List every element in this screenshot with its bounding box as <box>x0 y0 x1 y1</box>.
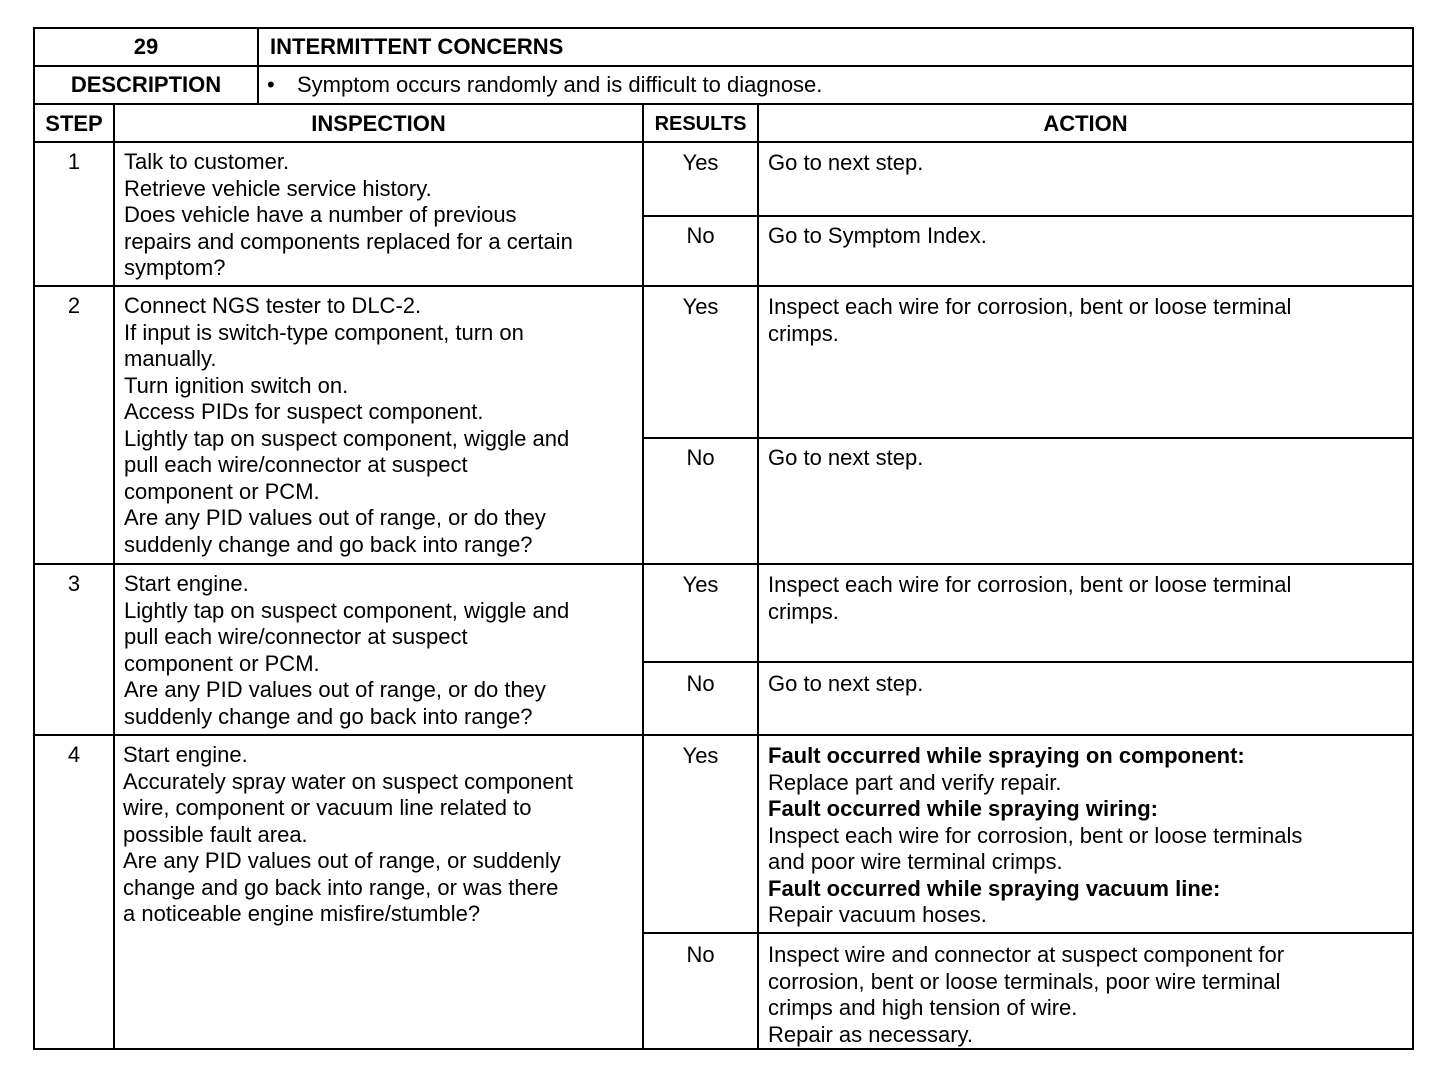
description-label: DESCRIPTION <box>70 72 222 97</box>
column-results: RESULTS <box>654 113 747 135</box>
column-inspection: INSPECTION <box>311 111 446 136</box>
step-1-no-action: Go to Symptom Index. <box>768 223 987 248</box>
step-1-yes-action: Go to next step. <box>768 150 924 175</box>
diagnostic-table <box>33 27 1414 1050</box>
step-number: 4 <box>67 742 81 767</box>
column-step: STEP <box>45 111 103 136</box>
column-action: ACTION <box>1043 111 1128 136</box>
step-4-no-action: Inspect wire and connector at suspect component for corrosion, bent or loose terminals, poor wire terminal crimps and high tension of wire. Repair as necessary. <box>768 942 1285 1047</box>
description-bullet: • <box>267 72 275 97</box>
step-number: 1 <box>67 149 81 174</box>
result-yes: Yes <box>682 294 719 319</box>
step-3-yes-action: Inspect each wire for corrosion, bent or loose terminal crimps. <box>768 572 1292 624</box>
result-no: No <box>686 445 715 470</box>
step-2-no-action: Go to next step. <box>768 445 924 470</box>
step-1-inspection: Talk to customer. Retrieve vehicle service history. Does vehicle have a number of previous repairs and components replaced for a certain symptom? <box>124 149 573 280</box>
result-no: No <box>686 671 715 696</box>
result-yes: Yes <box>682 572 719 597</box>
description-text: Symptom occurs randomly and is difficult to diagnose. <box>297 72 823 97</box>
step-4-yes-action: Fault occurred while spraying on component: Replace part and verify repair. Fault occurred while spraying wiring: Inspect each wire for corrosion, bent or loose terminals and poor wire terminal crimps. Fault occurred while spraying vacuum line: Repair vacuum hoses. <box>768 743 1303 927</box>
result-yes: Yes <box>682 150 719 175</box>
step-4-inspection: Start engine. Accurately spray water on suspect component wire, component or vacuum line related to possible fault area. Are any PID values out of range, or suddenly change and go back into range, or was there a noticeable engine misfire/stumble? <box>123 742 574 926</box>
step-3-no-action: Go to next step. <box>768 671 924 696</box>
step-number: 2 <box>67 293 81 318</box>
result-no: No <box>686 942 715 967</box>
step-3-inspection: Start engine. Lightly tap on suspect component, wiggle and pull each wire/connector at suspect component or PCM. Are any PID values out of range, or do they suddenly change and go back into range? <box>124 571 570 729</box>
step-number: 3 <box>67 571 81 596</box>
procedure-number: 29 <box>133 34 159 59</box>
result-no: No <box>686 223 715 248</box>
step-2-yes-action: Inspect each wire for corrosion, bent or loose terminal crimps. <box>768 294 1292 346</box>
step-2-inspection: Connect NGS tester to DLC-2. If input is switch-type component, turn on manually. Turn ignition switch on. Access PIDs for suspect component. Lightly tap on suspect component, wiggle and pull each wire/connector at suspect component or PCM. Are any PID values out of range, or do they suddenly change and go back into range? <box>124 293 570 557</box>
procedure-title: INTERMITTENT CONCERNS <box>270 34 564 59</box>
result-yes: Yes <box>682 743 719 768</box>
